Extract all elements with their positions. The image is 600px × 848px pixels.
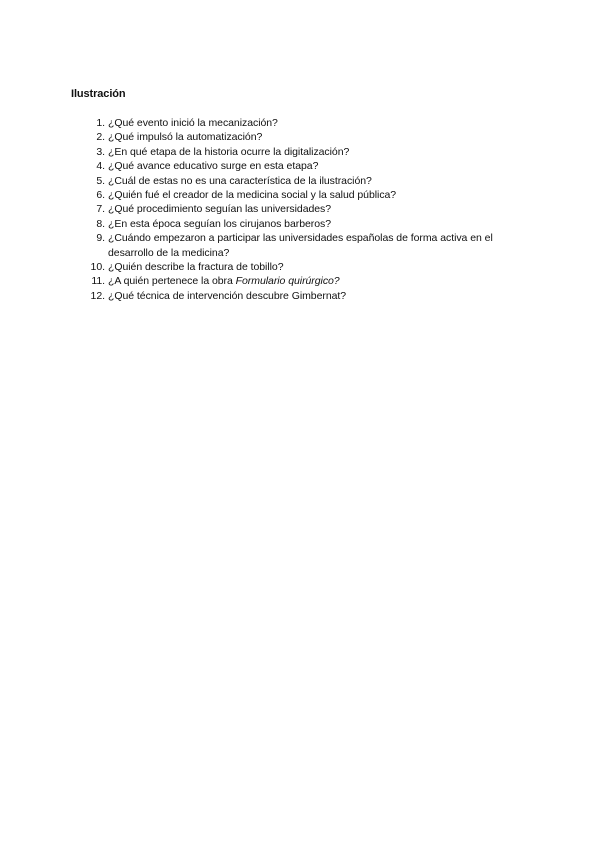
question-number: 1.: [96, 117, 105, 129]
question-number: 6.: [96, 189, 105, 202]
question-text: ¿Qué procedimiento seguían las universidades?: [108, 203, 332, 216]
question-item: [86, 231, 536, 260]
question-list: [86, 116, 536, 303]
question-item: [86, 116, 536, 130]
question-item: [86, 174, 536, 188]
question-number: 9.: [96, 232, 105, 245]
question-item: [86, 289, 536, 303]
question-number: 2.: [96, 131, 105, 144]
question-text: ¿Qué evento inició la mecanización?: [108, 117, 278, 129]
question-item: [86, 217, 536, 231]
question-item: [86, 159, 536, 173]
question-item: [86, 130, 536, 144]
question-number: 12.: [90, 289, 105, 302]
question-text: [108, 275, 340, 287]
question-number: 4.: [96, 160, 105, 173]
question-text: ¿Quién fué el creador de la medicina social y la salud pública?: [108, 189, 397, 202]
question-text: ¿Qué avance educativo surge en esta etapa?: [108, 160, 319, 173]
question-text: ¿Qué técnica de intervención descubre Gimbernat?: [108, 289, 347, 302]
question-number: 11.: [91, 275, 105, 288]
question-text: ¿Qué impulsó la automatización?: [108, 131, 263, 144]
question-number: 7.: [96, 203, 105, 216]
section-heading: Ilustración: [71, 88, 126, 100]
question-item: [86, 274, 536, 288]
question-item: [86, 145, 536, 159]
question-text: ¿Cuándo empezaron a participar las universidades españolas de forma activa en el desarrollo de la medicina?: [108, 232, 493, 259]
question-item: [86, 188, 536, 202]
question-number: 5.: [96, 174, 105, 187]
book-title: Formulario quirúrgico?: [235, 275, 340, 288]
question-text: ¿Quién describe la fractura de tobillo?: [108, 261, 284, 274]
question-text-plain: ¿A quién pertenece la obra: [108, 275, 236, 288]
question-number: 3.: [96, 145, 105, 158]
question-text: ¿En esta época seguían los cirujanos barberos?: [108, 217, 332, 230]
question-number: 10.: [90, 261, 105, 274]
question-item: [86, 202, 536, 216]
question-text: ¿En qué etapa de la historia ocurre la digitalización?: [108, 145, 350, 158]
question-text: ¿Cuál de estas no es una característica de la ilustración?: [108, 174, 372, 187]
question-item: [86, 260, 536, 274]
question-number: 8.: [96, 217, 105, 230]
